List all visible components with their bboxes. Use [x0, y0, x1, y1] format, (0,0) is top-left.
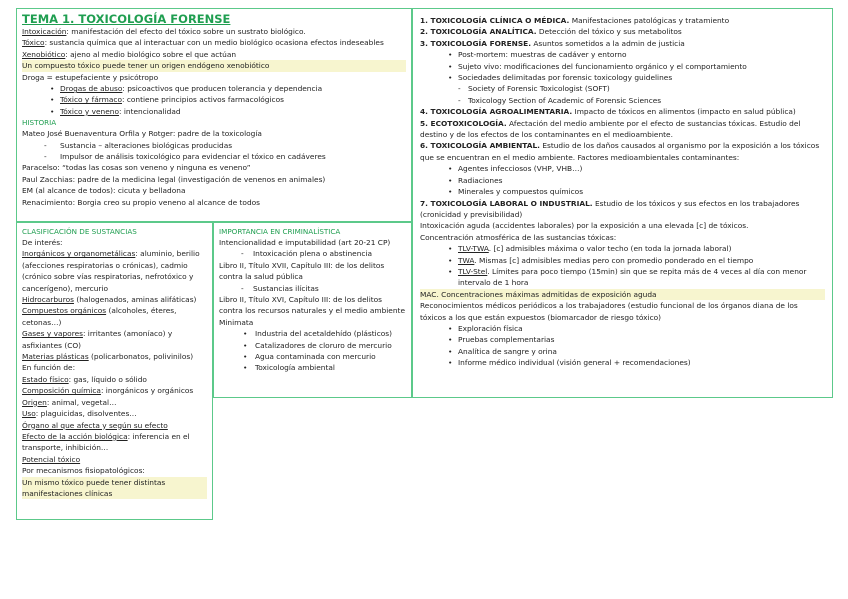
- origen-def: Origen: animal, vegetal…: [22, 397, 117, 407]
- intro-highlight: Un compuesto tóxico puede tener un origen endógeno xenobiótico: [22, 60, 406, 71]
- intoxicacion-def: Intoxicación: manifestación del efecto del tóxico sobre un sustrato biológico.: [22, 27, 306, 36]
- mac-highlight: MAC. Concentraciones máximas admitidas de exposición aguda: [420, 289, 825, 300]
- historia-line: Renacimiento: Borgia creo su propio veneno al alcance de todos: [22, 197, 261, 207]
- list-item: - Impulsor de análisis toxicológico para evidenciar el tóxico en cadáveres: [22, 151, 406, 162]
- de-interes-label: De interés:: [22, 238, 63, 247]
- page-title: TEMA 1. TOXICOLOGÍA FORENSE: [22, 12, 231, 26]
- list-item: • TLV-Stel. Límites para poco tiempo (15min) sin que se repita más de 4 veces al día con menor intervalo de 1 hora: [420, 266, 825, 289]
- efecto-def: Efecto de la acción biológica: inferencia en el transporte, inhibición…: [22, 431, 190, 453]
- rama-2: 2. TOXICOLOGÍA ANALÍTICA. Detección del tóxico y sus metabolitos: [420, 27, 682, 37]
- list-item: • Radiaciones: [420, 175, 825, 186]
- uso-def: Uso: plaguicidas, disolventes…: [22, 409, 137, 419]
- rama-6: 6. TOXICOLOGÍA AMBIENTAL. Estudio de los daños causados al organismo por la exposición a los tóxicos que se encuentran en el medio ambiente. Factores medioambientales contaminantes:: [420, 141, 820, 162]
- forense-list: [420, 49, 825, 106]
- list-item: • Agentes infecciosos (VHP, VHB…): [420, 163, 825, 174]
- clasificacion-box: [16, 222, 213, 520]
- list-item: • Informe médico individual (visión general + recomendaciones): [420, 357, 825, 368]
- hidrocarburos-def: Hidrocarburos (halogenados, aminas alifáticas): [22, 295, 197, 305]
- clasificacion-heading: CLASIFICACIÓN DE SUSTANCIAS: [22, 227, 137, 236]
- crim-line: Libro II, Título XVII, Capítulo III: de los delitos contra la salud pública: [219, 260, 385, 282]
- list-item: • Post-mortem: muestras de cadáver y entorno: [420, 49, 825, 60]
- historia-line: Mateo José Buenaventura Orfila y Rotger: padre de la toxicología: [22, 129, 262, 139]
- inorganicos-def: Inorgánicos y organometálicas: aluminio, berilio (afecciones respiratorias o crónicas), cadmio (crónico sobre vías respiratorias, nefrotóxico y cancerígeno), mercurio: [22, 249, 200, 293]
- droga-line: Droga = estupefaciente y psicótropo: [22, 72, 159, 82]
- mecanismos-line: Por mecanismos fisiopatológicos:: [22, 466, 145, 476]
- list-item: • Analítica de sangre y orina: [420, 346, 825, 357]
- rama-7: 7. TOXICOLOGÍA LABORAL O INDUSTRIAL. Estudio de los tóxicos y sus efectos en los trabajadores (cronicidad y previsibilidad): [420, 198, 800, 219]
- list-item: • Sujeto vivo: modificaciones del funcionamiento orgánico y el comportamiento: [420, 61, 825, 72]
- list-item: • Pruebas complementarias: [420, 334, 825, 345]
- organo-line: Órgano al que afecta y según su efecto: [22, 420, 168, 430]
- historia-dash-list: [22, 140, 406, 163]
- rama-1: 1. TOXICOLOGÍA CLÍNICA O MÉDICA. Manifestaciones patológicas y tratamiento: [420, 16, 730, 25]
- laboral-line: Concentración atmosférica de las sustancias tóxicas:: [420, 232, 617, 242]
- crim-line: Intencionalidad e imputabilidad (art 20-21 CP): [219, 238, 391, 247]
- list-item: • TWA. Mismas [c] admisibles medias pero con promedio ponderado en el tiempo: [420, 255, 825, 266]
- list-item: • Industria del acetaldehído (plásticos): [219, 328, 406, 339]
- en-funcion-label: En función de:: [22, 363, 76, 373]
- historia-line: Paul Zacchias: padre de la medicina legal (investigación de venenos en animales): [22, 174, 326, 184]
- list-item: • Catalizadores de cloruro de mercurio: [219, 340, 406, 351]
- historia-line: EM (al alcance de todos): cicuta y belladona: [22, 186, 186, 196]
- list-item: - Toxicology Section of Academic of Forensic Sciences: [420, 95, 825, 106]
- xenobiotico-def: Xenobiótico: ajeno al medio biológico sobre el que actúan: [22, 49, 237, 59]
- rama-3: 3. TOXICOLOGÍA FORENSE. Asuntos sometidos a la admin de justicia: [420, 38, 685, 48]
- minimata-label: Minimata: [219, 317, 254, 327]
- materias-def: Materias plásticas (policarbonatos, polivinilos): [22, 352, 194, 362]
- rama-4: 4. TOXICOLOGÍA AGROALIMENTARIA. Impacto de tóxicos en alimentos (impacto en salud pública): [420, 107, 796, 117]
- list-item: • Minerales y compuestos químicos: [420, 186, 825, 197]
- reconocimientos-line: Reconocimientos médicos periódicos a los trabajadores (estudio funcional de los órganos diana de los tóxicos a los que están expuestos (biomarcador de riesgo tóxico): [420, 301, 798, 322]
- historia-heading: HISTORIA: [22, 118, 57, 128]
- compuestos-def: Compuestos orgánicos (alcoholes, éteres, cetonas…): [22, 306, 177, 327]
- historia-line: Paracelso: “todas las cosas son veneno y ninguna es veneno”: [22, 163, 251, 173]
- criminalistica-box: [213, 222, 412, 398]
- laboral-line: Intoxicación aguda (accidentes laborales) por la exposición a una elevada [c] de tóxicos.: [420, 221, 749, 231]
- toxico-def: Tóxico: sustancia química que al interactuar con un medio biológico ocasiona efectos indeseables: [22, 38, 384, 48]
- gases-def: Gases y vapores: irritantes (amoníaco) y asfixiantes (CO): [22, 329, 173, 350]
- composicion-def: Composición química: inorgánicos y orgánicos: [22, 386, 194, 396]
- list-item: - Intoxicación plena o abstinencia: [219, 248, 406, 259]
- list-item: • Sociedades delimitadas por forensic toxicology guidelines: [420, 72, 825, 83]
- list-item: • Drogas de abuso: psicoactivos que producen tolerancia y dependencia: [22, 83, 406, 94]
- potencial-line: Potencial tóxico: [22, 454, 81, 464]
- list-item: - Society of Forensic Toxicologist (SOFT): [420, 83, 825, 94]
- intro-box: [16, 8, 412, 222]
- list-item: • Tóxico y veneno: intencionalidad: [22, 106, 406, 117]
- list-item: • TLV-TWA. [c] admisibles máxima o valor techo (en toda la jornada laboral): [420, 243, 825, 254]
- reconocimientos-list: [420, 323, 825, 369]
- list-item: - Sustancia – alteraciones biológicas producidas: [22, 140, 406, 151]
- list-item: • Exploración física: [420, 323, 825, 334]
- criminalistica-heading: IMPORTANCIA EN CRIMINALÍSTICA: [219, 227, 341, 236]
- ambiental-list: [420, 163, 825, 197]
- droga-list: [22, 83, 406, 117]
- rama-5: 5. ECOTOXICOLOGÍA. Afectación del medio ambiente por el efecto de sustancias tóxicas. Estudio del destino y de los efectos de los contaminantes en el medioambiente.: [420, 118, 801, 140]
- minimata-list: [219, 328, 406, 374]
- ramas-box: [412, 8, 833, 398]
- estado-def: Estado físico: gas, líquido o sólido: [22, 374, 147, 384]
- crim-line: Libro II, Título XVI, Capítulo III: de los delitos contra los recursos naturales y el medio ambiente: [219, 295, 405, 316]
- list-item: • Toxicología ambiental: [219, 362, 406, 373]
- list-item: • Tóxico y fármaco: contiene principios activos farmacológicos: [22, 94, 406, 105]
- list-item: • Agua contaminada con mercurio: [219, 351, 406, 362]
- tlv-list: [420, 243, 825, 289]
- list-item: - Sustancias ilícitas: [219, 283, 406, 294]
- clasificacion-highlight: Un mismo tóxico puede tener distintas manifestaciones clínicas: [22, 477, 207, 500]
